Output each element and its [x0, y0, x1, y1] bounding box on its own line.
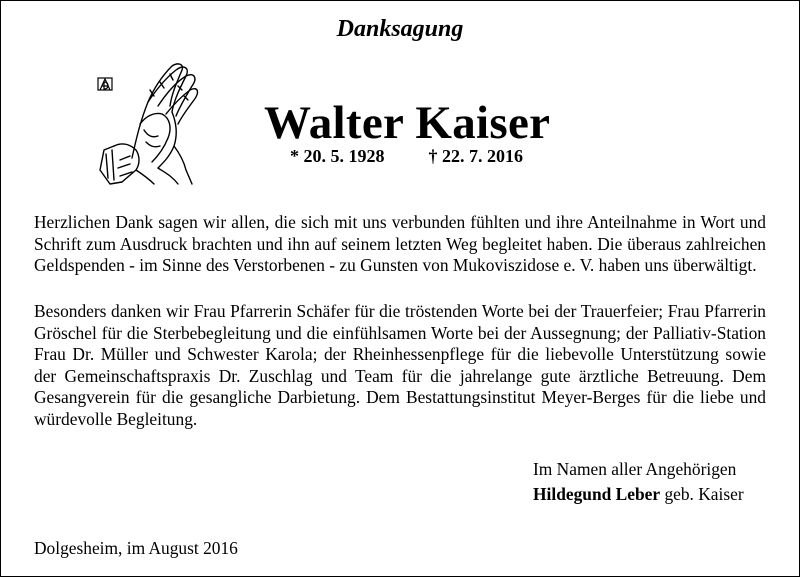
- birth-date: * 20. 5. 1928: [290, 146, 385, 166]
- deceased-name: Walter Kaiser: [264, 97, 551, 149]
- praying-hands-icon: [74, 50, 214, 190]
- acknowledgements-paragraph: Besonders danken wir Frau Pfarrerin Schäfer für die tröstenden Worte bei der Trauerfeier; Frau Pfarrerin Gröschel für die Sterbebegleitung und die einfühlsamen Worte bei der Aussegnung; der Palliativ-Station Frau Dr. Müller und Schwester Karola; der Rheinhessenpflege für die liebevolle Unterstützung sowie der Gemeinschaftspraxis Dr. Zuschlag und Team für die jahrelange gute ärztliche Betreuung. Dem Gesangverein für die gesangliche Darbietung. Dem Bestattungsinstitut Meyer-Berges für die liebe und würdevolle Begleitung.: [34, 301, 766, 429]
- signature-name: Hildegund Leber: [533, 484, 661, 504]
- signature-suffix: geb. Kaiser: [664, 484, 744, 504]
- death-date: † 22. 7. 2016: [428, 146, 523, 166]
- signature-name-line: [533, 484, 744, 505]
- signature-line: Im Namen aller Angehörigen: [533, 459, 737, 479]
- monogram: [98, 78, 112, 90]
- place-date: Dolgesheim, im August 2016: [34, 538, 238, 558]
- life-dates: [290, 146, 523, 167]
- notice-heading: Danksagung: [336, 16, 464, 42]
- thanks-paragraph: Herzlichen Dank sagen wir allen, die sich mit uns verbunden fühlten und ihre Anteilnahme in Wort und Schrift zum Ausdruck brachten und ihn auf seinem letzten Weg begleitet haben. Die überaus zahlreichen Geldspenden - im Sinne des Verstorbenen - zu Gunsten von Mukoviszidose e. V. haben uns überwältigt.: [34, 212, 766, 275]
